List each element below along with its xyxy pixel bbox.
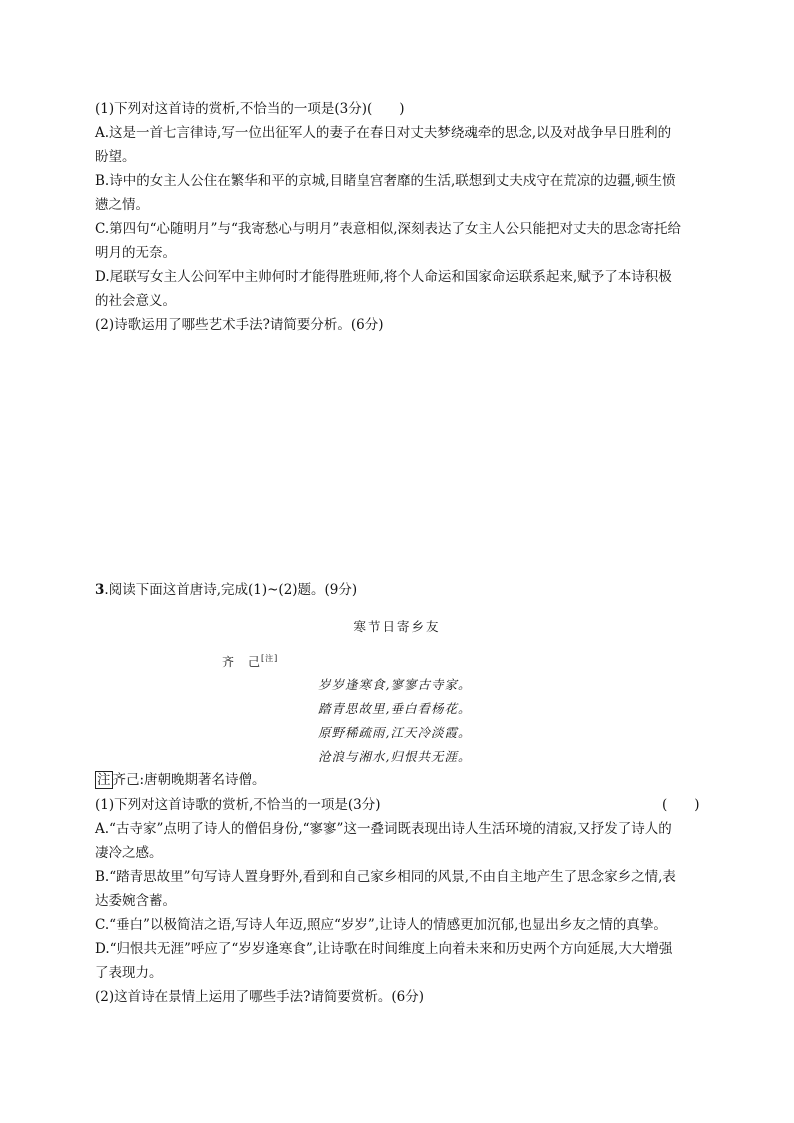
option-a-line-2: 盼望。 xyxy=(95,149,136,165)
option-b-line-2: 达委婉含蓄。 xyxy=(95,893,176,909)
note-text: 齐己:唐朝晚期著名诗僧。 xyxy=(112,772,266,788)
poem-author xyxy=(222,653,278,670)
poem-line-2: 踏青思故里,垂白看杨花。 xyxy=(318,701,472,716)
poem-line-1: 岁岁逢寒食,寥寥古寺家。 xyxy=(318,677,472,692)
option-a-line-1: A.“古寺家”点明了诗人的僧侣身份,“寥寥”这一叠词既表现出诗人生活环境的清寂,又抒发了诗人的 xyxy=(95,821,672,837)
option-d-line-2: 的社会意义。 xyxy=(95,293,176,309)
question-1-stem: (1)下列对这首诗歌的赏析,不恰当的一项是(3分) xyxy=(95,797,381,813)
poem-title: 寒节日寄乡友 xyxy=(353,619,441,634)
intro-text: .阅读下面这首唐诗,完成(1)~(2)题。(9分) xyxy=(104,582,358,598)
question-1-stem: (1)下列对这首诗的赏析,不恰当的一项是(3分)( ) xyxy=(95,101,405,117)
option-a-line-1: A.这是一首七言律诗,写一位出征军人的妻子在春日对丈夫梦绕魂牵的思念,以及对战争早日胜利的 xyxy=(95,125,672,141)
option-c-line-1: C.第四句“心随明月”与“我寄愁心与明月”表意相似,深刻表达了女主人公只能把对丈夫的思念寄托给 xyxy=(95,221,682,237)
author-note-mark: [注] xyxy=(261,654,279,663)
question-number: 3 xyxy=(95,582,105,598)
option-d-line-1: D.尾联写女主人公问军中主帅何时才能得胜班师,将个人命运和国家命运联系起来,赋予了本诗积极 xyxy=(95,269,672,285)
option-d-line-2: 了表现力。 xyxy=(95,965,163,981)
poem-line-3: 原野稀疏雨,江天冷淡霞。 xyxy=(318,725,472,740)
option-b-line-2: 懑之情。 xyxy=(95,197,149,213)
section-3-intro xyxy=(95,580,357,600)
option-c-line-1: C.“垂白”以极简洁之语,写诗人年迈,照应“岁岁”,让诗人的情感更加沉郁,也显出乡友之情的真挚。 xyxy=(95,917,667,933)
question-2-stem: (2)这首诗在景情上运用了哪些手法?请简要赏析。(6分) xyxy=(95,989,424,1005)
poem-line-4: 沧浪与湘水,归恨共无涯。 xyxy=(318,749,472,764)
option-c-line-2: 明月的无奈。 xyxy=(95,245,176,261)
answer-paren: ( ) xyxy=(662,797,700,813)
option-d-line-1: D.“归恨共无涯”呼应了“岁岁逢寒食”,让诗歌在时间维度上向着未来和历史两个方向延展,大大增强 xyxy=(95,941,673,957)
note-label: 注 xyxy=(97,772,111,788)
question-2-stem: (2)诗歌运用了哪些艺术手法?请简要分析。(6分) xyxy=(95,317,384,333)
option-b-line-1: B.“踏青思故里”句写诗人置身野外,看到和自己家乡相同的风景,不由自主地产生了思念家乡之情,表 xyxy=(95,869,676,885)
author-name: 齐 己 xyxy=(222,655,262,669)
option-a-line-2: 凄冷之感。 xyxy=(95,845,163,861)
option-b-line-1: B.诗中的女主人公住在繁华和平的京城,目睹皇宫奢靡的生活,联想到丈夫戍守在荒凉的边疆,顿生愤 xyxy=(95,173,676,189)
poem-note xyxy=(95,770,266,790)
